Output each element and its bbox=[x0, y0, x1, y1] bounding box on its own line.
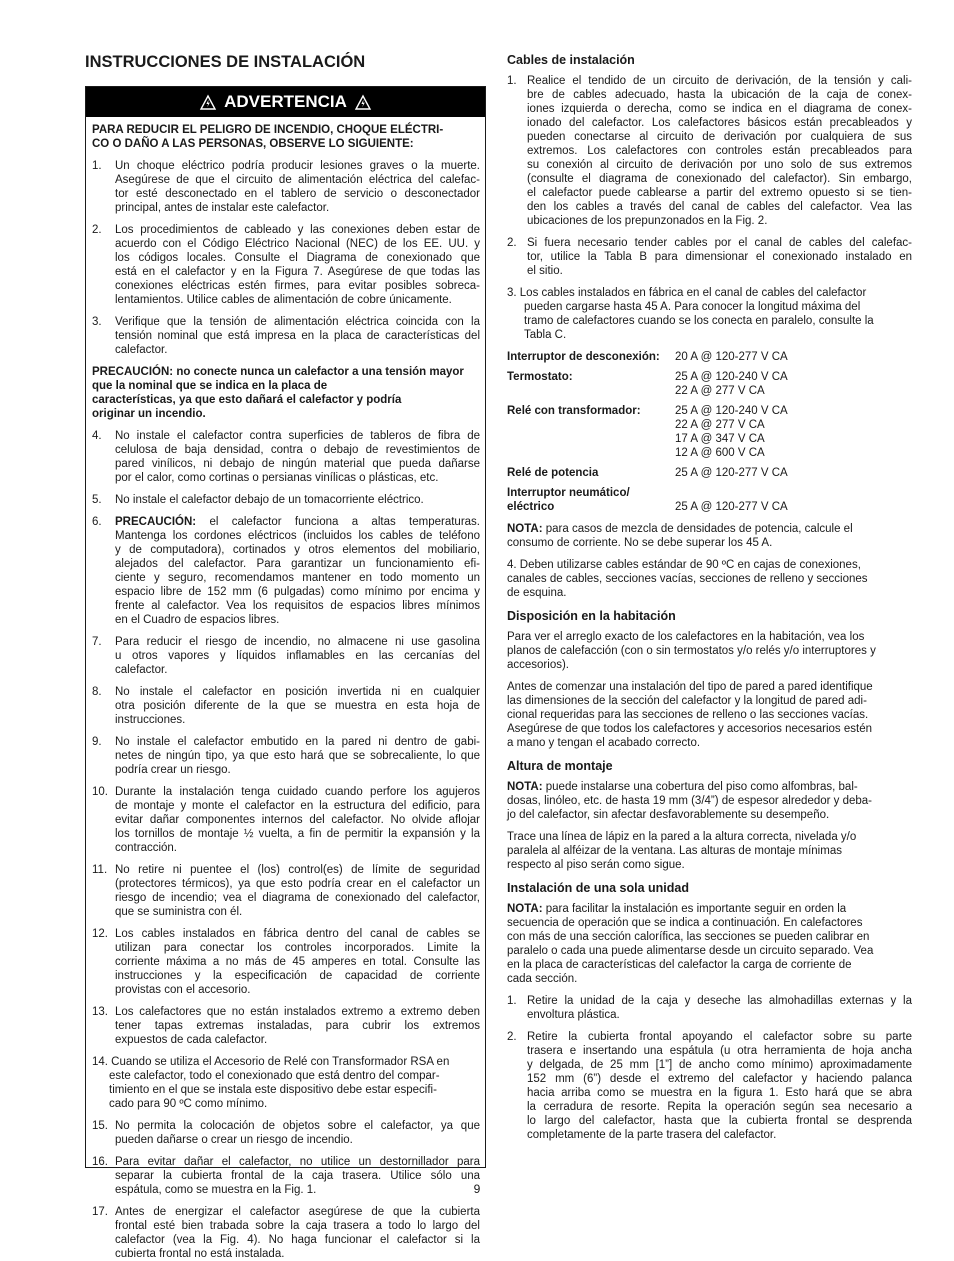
rating-label bbox=[507, 370, 675, 398]
list-item bbox=[92, 785, 480, 855]
text-line: utilizan para conectar los controles incorporados. Limite la bbox=[115, 942, 480, 954]
text-line: iones izquierda o derecha, como se indica en el diagrama de conex- bbox=[527, 103, 912, 115]
list-item bbox=[507, 74, 912, 228]
list-item-text bbox=[527, 1030, 912, 1142]
list-item bbox=[92, 315, 480, 357]
list-item-text bbox=[115, 1005, 480, 1047]
text-line: cado para 90 ºC como mínimo. bbox=[109, 1098, 268, 1110]
warning-triangle-icon bbox=[355, 95, 371, 110]
rating-row bbox=[507, 466, 912, 480]
list-item bbox=[92, 635, 480, 677]
text-line: cional requeridas para las secciones de relleno o las secciones vacías. bbox=[507, 709, 869, 721]
text-line: accesorios). bbox=[507, 659, 569, 671]
list-item bbox=[507, 236, 912, 278]
list-item bbox=[92, 159, 480, 215]
warning-header bbox=[86, 87, 485, 117]
text-line: PRECAUCIÓN: no conecte nunca un calefactor a una tensión mayor bbox=[92, 366, 464, 378]
text-line: pueden conectarse al circuito de derivación por cualquiera de sus bbox=[527, 131, 912, 143]
text-line: Durante la instalación tenga cuidado cuando perfore los agujeros bbox=[115, 786, 480, 798]
text-line: evitar dañar componentes internos del calefactor. No olvide aflojar bbox=[115, 814, 480, 826]
cables-item-4 bbox=[507, 558, 912, 600]
text-line: está en el calefactor y en la Figura 7. Asegúrese de que todas las bbox=[115, 266, 480, 278]
list-item-text bbox=[115, 685, 480, 727]
text-line: principal, antes de instalar este calefactor. bbox=[115, 202, 330, 214]
text-line: planos de calefacción (con o sin termostatos y/o relés y/o interruptores y bbox=[507, 645, 876, 657]
text-line: 4. Deben utilizarse cables estándar de 90 ºC en cajas de conexiones, bbox=[507, 559, 861, 571]
text-line: 22 A @ 277 V CA bbox=[675, 385, 765, 397]
list-item-number: 15. bbox=[92, 1120, 108, 1132]
text-line: Un choque eléctrico podría producir lesiones graves o la muerte. bbox=[115, 160, 480, 172]
text-line: Si fuera necesario tender cables por el canal de cables del calefac- bbox=[527, 237, 912, 249]
list-item bbox=[92, 515, 480, 627]
rating-values bbox=[675, 370, 912, 398]
text-line: No instale el calefactor embutido en la pared ni dentro de gabi- bbox=[115, 736, 480, 748]
right-column bbox=[507, 0, 912, 1150]
text-line: podría crear un riesgo. bbox=[115, 764, 231, 776]
text-line: y de computadora), cortinados y otros elementos del mobiliario, bbox=[115, 544, 480, 556]
mounting-note bbox=[507, 780, 912, 822]
text-line: Para reducir el riesgo de incendio, no almacene ni use gasolina bbox=[115, 636, 480, 648]
text-line: Interruptor neumático/ bbox=[507, 487, 630, 499]
list-item-number: 8. bbox=[92, 686, 102, 698]
single-unit-note bbox=[507, 902, 912, 986]
text-line: Trace una línea de lápiz en la pared a la altura correcta, nivelada y/o bbox=[507, 831, 857, 843]
text-line bbox=[115, 515, 480, 529]
list-item-number: 13. bbox=[92, 1006, 108, 1018]
list-item-text bbox=[115, 223, 480, 307]
rating-label bbox=[507, 486, 675, 514]
text-line: 17 A @ 347 V CA bbox=[675, 433, 765, 445]
text-line: Retire la cubierta frontal apoyando el calefactor sobre su parte bbox=[527, 1031, 912, 1043]
text-line: pueden cargarse hasta 45 A. Para conocer la longitud máxima del bbox=[524, 301, 861, 313]
list-item bbox=[507, 1030, 912, 1142]
text-line: expuestos de cada calefactor. bbox=[115, 1034, 268, 1046]
text-line: el sitio. bbox=[527, 265, 563, 277]
text-line: que la nominal que se indica en la placa de bbox=[92, 380, 328, 392]
list-item-text bbox=[115, 1205, 480, 1261]
list-item-text bbox=[115, 927, 480, 997]
text-line: Los calefactores que no están instalados extremo a extremo deben bbox=[115, 1006, 480, 1018]
text-line: 25 A @ 120-277 V CA bbox=[675, 467, 788, 479]
text-line: frente al calefactor. Vea los requisitos de espacios libres mínimos bbox=[115, 600, 480, 612]
text-line: 25 A @ 120-277 V CA bbox=[675, 501, 788, 513]
list-item-text bbox=[527, 74, 912, 228]
text-line: en el Cuadro de espacios libres. bbox=[115, 614, 280, 626]
text-line: originar un incendio. bbox=[92, 408, 206, 420]
warning-list-a bbox=[92, 159, 480, 357]
text-line: extremos. Los calefactores con controles están precableados para bbox=[527, 145, 912, 157]
list-item-number: 5. bbox=[92, 494, 102, 506]
layout-paragraph-2 bbox=[507, 680, 912, 750]
list-item-number: 4. bbox=[92, 430, 102, 442]
list-item-text bbox=[527, 236, 912, 278]
text-line: tor esté desconectado en el tablero de servicio o desconectador bbox=[115, 188, 480, 200]
rating-row bbox=[507, 350, 912, 364]
text-line: trasera e insertando una espátula (u otra herramienta de hoja ancha bbox=[527, 1045, 912, 1057]
warning-box bbox=[85, 86, 486, 1260]
text-line: conexiones eléctricas estén firmes, para evitar posibles sobreca- bbox=[115, 280, 480, 292]
text-line: netes de ningún tipo, ya que esto hará que se sobrecaliente, lo que bbox=[115, 750, 480, 762]
text-line: riesgo de incendio; vea el diagrama de conexionado del calefactor, bbox=[115, 892, 480, 904]
rating-values bbox=[675, 350, 912, 364]
text-line: provistas con el accesorio. bbox=[115, 984, 251, 996]
text-line: Mantenga los cordones eléctricos (incluidos los cables de teléfono bbox=[115, 530, 480, 542]
text-line: No instale el calefactor contra superficies de tableros de fibra de bbox=[115, 430, 480, 442]
list-item-number: 17. bbox=[92, 1206, 108, 1218]
single-unit-steps bbox=[507, 994, 912, 1142]
list-item-number: 7. bbox=[92, 636, 102, 648]
note-label: NOTA: bbox=[507, 903, 543, 915]
cables-note-first-line: para casos de mezcla de densidades de potencia, calcule el bbox=[542, 523, 853, 535]
cables-note-line: consumo de corriente. No se debe superar los 45 A. bbox=[507, 537, 773, 549]
text-line: lo largo del calefactor, hasta que la cubierta frontal se desprenda bbox=[527, 1115, 912, 1127]
rating-values bbox=[675, 466, 912, 480]
text-line: 22 A @ 277 V CA bbox=[675, 419, 765, 431]
caution-label: PRECAUCIÓN: bbox=[115, 516, 197, 528]
layout-paragraph-1 bbox=[507, 630, 912, 672]
text-line: No instale el calefactor debajo de un tomacorriente eléctrico. bbox=[115, 494, 424, 506]
text-line: Los cables instalados en fábrica dentro del canal de cables se bbox=[115, 928, 480, 940]
list-item-number: 11. bbox=[92, 864, 108, 876]
text-line: Retire la unidad de la caja y deseche las almohadillas externas y la bbox=[527, 995, 912, 1007]
list-item-text bbox=[115, 315, 480, 357]
rating-values bbox=[675, 404, 912, 460]
warning-title: ADVERTENCIA bbox=[224, 92, 347, 111]
text-line: completamente de la parte trasera del calefactor. bbox=[527, 1129, 777, 1141]
list-item bbox=[92, 735, 480, 777]
list-item bbox=[92, 429, 480, 485]
section-heading-mounting: Altura de montaje bbox=[507, 759, 613, 773]
warning-body bbox=[86, 117, 485, 1261]
section-heading-layout: Disposición en la habitación bbox=[507, 609, 676, 623]
text-line: los tornillos de montaje ½ vuelta, a fin de permitir la expansión y la bbox=[115, 828, 480, 840]
text-line: Asegúrese de que todos los calefactores y accesorios necesarios estén bbox=[507, 723, 873, 735]
text-line: acuerdo con el Código Eléctrico Nacional (NEC) de los EE. UU. y bbox=[115, 238, 480, 250]
rating-row bbox=[507, 486, 912, 514]
text-line: den los cables a través del canal de cables del calefactor. Vea las bbox=[527, 201, 912, 213]
text-line: paralela al alféizar de la ventana. Las alturas de montaje mínimas bbox=[507, 845, 842, 857]
single-note-line: secuencia de operación que se indica a continuación. En calefactores bbox=[507, 917, 863, 929]
section-heading-cables: Cables de instalación bbox=[507, 53, 635, 67]
list-item-text bbox=[115, 429, 480, 485]
text-line: Realice el tendido de un circuito de derivación, de la tensión y cali- bbox=[527, 75, 912, 87]
list-item-text bbox=[527, 994, 912, 1022]
text-line: canales de cables, secciones vacías, secciones de relleno y secciones bbox=[507, 573, 868, 585]
list-item-number: 6. bbox=[92, 516, 102, 528]
list-item bbox=[92, 863, 480, 919]
list-item-text bbox=[115, 159, 480, 215]
text-line: 14. Cuando se utiliza el Accesorio de Relé con Transformador RSA en bbox=[92, 1056, 450, 1068]
warning-intro bbox=[92, 123, 480, 151]
single-note-line: con más de una sección calorífica, las secciones se pueden calibrar en bbox=[507, 931, 870, 943]
text-line: calefactor. bbox=[115, 344, 168, 356]
page-number: 9 bbox=[473, 1182, 481, 1196]
text-line: envoltura plástica. bbox=[527, 1009, 620, 1021]
ratings-table bbox=[507, 350, 912, 514]
list-item-number: 3. bbox=[92, 316, 102, 328]
text-line: Verifique que la tensión de alimentación eléctrica coincida con la bbox=[115, 316, 480, 328]
single-note-line: en la placa de características del calefactor la carga de corriente de bbox=[507, 959, 852, 971]
list-item-number: 9. bbox=[92, 736, 102, 748]
warning-list-b bbox=[92, 429, 480, 1047]
text-line: Termostato: bbox=[507, 371, 573, 383]
text-line: las dimensiones de la sección del calefactor y la longitud de pared adi- bbox=[507, 695, 867, 707]
list-item-number: 1. bbox=[507, 995, 517, 1007]
rating-label bbox=[507, 466, 675, 480]
list-item-text bbox=[115, 863, 480, 919]
caution-paragraph bbox=[92, 365, 480, 421]
text-line: de esquina. bbox=[507, 587, 567, 599]
rating-label bbox=[507, 404, 675, 460]
text-line: pared vinílicos, ni debajo de ningún material que pueda dañarse bbox=[115, 458, 480, 470]
text-line: el calefactor puede cablearse a partir del extremo opuesto si se tien- bbox=[527, 187, 912, 199]
text-line: instrucciones y la especificación de capacidad de corriente bbox=[115, 970, 480, 982]
text-line: frontal esté bien trabada sobre la caja trasera a todo lo largo del bbox=[115, 1220, 480, 1232]
list-item bbox=[507, 994, 912, 1022]
text-line: 25 A @ 120-240 V CA bbox=[675, 405, 788, 417]
text-line: calefactor (vea la Fig. 4). No haga funcionar el calefactor si la bbox=[115, 1234, 480, 1246]
text-line: Para ver el arreglo exacto de los calefactores en la habitación, vea los bbox=[507, 631, 865, 643]
list-item-number: 2. bbox=[507, 237, 517, 249]
list-item-number: 1. bbox=[92, 160, 102, 172]
list-item-text bbox=[115, 515, 480, 627]
list-item-number: 10. bbox=[92, 786, 108, 798]
text-line: tener tapas extremas instaladas, para cubrir los extremos bbox=[115, 1020, 480, 1032]
list-item-text bbox=[115, 735, 480, 777]
text-line: por el calor, como cortinas o persianas vinílicas o plásticas, etc. bbox=[115, 472, 439, 484]
text-line bbox=[675, 486, 912, 500]
rating-label bbox=[507, 350, 675, 364]
text-line: otra posición diferente de la que se muestra en esta hoja de bbox=[115, 700, 480, 712]
text-line: cubierta frontal no está instalada. bbox=[115, 1248, 285, 1260]
text-line: Los procedimientos de cableado y las conexiones deben estar de bbox=[115, 224, 480, 236]
note-label: NOTA: bbox=[507, 523, 543, 535]
list-item-text bbox=[115, 1119, 480, 1147]
text-line: separar la cubierta frontal de la caja trasera. Utilice sólo una bbox=[115, 1170, 480, 1182]
text-line: la cerradura de resorte. Repita la operación según sea necesario a bbox=[527, 1101, 912, 1113]
list-item bbox=[92, 1005, 480, 1047]
mounting-note-line: jo del calefactor, sin afectar desfavorablemente su desempeño. bbox=[507, 809, 830, 821]
text-line: bre de cables adecuado, hasta la ubicación de la caja de conex- bbox=[527, 89, 912, 101]
text-line: lentamientos. Utilice cables de alimentación de cobre únicamente. bbox=[115, 294, 452, 306]
text-line: alejados del calefactor. Para garantizar un funcionamiento efi- bbox=[115, 558, 480, 570]
text-line: tramo de calefactores cuando se los conecta en paralelo, consulte la bbox=[524, 315, 874, 327]
text-line: que se suministra con él. bbox=[115, 906, 243, 918]
text-line: 3. Los cables instalados en fábrica en el canal de cables del calefactor bbox=[507, 287, 867, 299]
text-line: y delgada, de 25 mm [1”] de ancho como mínimo) aproximadamente bbox=[527, 1059, 912, 1071]
text-line: su conexión al circuito de derivación por uno solo de sus extremos bbox=[527, 159, 912, 171]
mounting-note-line: dosas, linóleo, etc. de hasta 19 mm (3/4”) de espesor alrededor y deba- bbox=[507, 795, 873, 807]
text-line: u otros vapores y líquidos inflamables en las cercanías del bbox=[115, 650, 480, 662]
text-line: eléctrico bbox=[507, 501, 555, 513]
list-item bbox=[92, 1205, 480, 1261]
text-line: PARA REDUCIR EL PELIGRO DE INCENDIO, CHOQUE ELÉCTRI- bbox=[92, 124, 444, 136]
text-line: (protectores térmicos), ya que esto podría crear en el calefactor un bbox=[115, 878, 480, 890]
text-line: corriente máxima a no más de 45 amperes en total. Consulte las bbox=[115, 956, 480, 968]
text-line: Interruptor de desconexión: bbox=[507, 351, 660, 363]
text-line: Para evitar dañar el calefactor, no utilice un destornillador para bbox=[115, 1156, 480, 1168]
warning-item-14 bbox=[92, 1055, 480, 1111]
text-line: ubicaciones de los prepunzonados en la Fig. 2. bbox=[527, 215, 768, 227]
text-line: características, ya que esto dañará el calefactor y podría bbox=[92, 394, 402, 406]
text-line: espacio libre de 152 mm (6 pulgadas) como mínimo por encima y bbox=[115, 586, 480, 598]
text-line: 20 A @ 120-277 V CA bbox=[675, 351, 788, 363]
list-item-text bbox=[115, 785, 480, 855]
text-line: ciente y seguro, recomendamos mantener en todo momento un bbox=[115, 572, 480, 584]
text-line: Antes de comenzar una instalación del tipo de pared a pared identifique bbox=[507, 681, 873, 693]
list-item-number: 2. bbox=[92, 224, 102, 236]
text-line: 25 A @ 120-240 V CA bbox=[675, 371, 788, 383]
cables-list bbox=[507, 74, 912, 278]
text-line: Relé de potencia bbox=[507, 467, 599, 479]
rating-row bbox=[507, 370, 912, 398]
text-line: 12 A @ 600 V CA bbox=[675, 447, 765, 459]
text-line: 152 mm (6”) desde el extremo del calefactor y haciendo palanca bbox=[527, 1073, 912, 1085]
text-line: celulosa de baja densidad, contra o debajo de revestimientos de bbox=[115, 444, 480, 456]
mounting-paragraph bbox=[507, 830, 912, 872]
list-item bbox=[92, 685, 480, 727]
caution-text: el calefactor funciona a altas temperaturas. bbox=[196, 516, 480, 528]
text-line: CO O DAÑO A LAS PERSONAS, OBSERVE LO SIGUIENTE: bbox=[92, 138, 414, 150]
text-line: este calefactor, todo el conexionado que está dentro del compar- bbox=[109, 1070, 440, 1082]
list-item bbox=[92, 493, 480, 507]
text-line: los códigos locales. Consulte el Diagrama de conexionado que bbox=[115, 252, 480, 264]
section-heading-single-unit: Instalación de una sola unidad bbox=[507, 881, 689, 895]
cables-note bbox=[507, 522, 912, 550]
single-note-first-line: para facilitar la instalación es importante seguir en orden la bbox=[542, 903, 847, 915]
cables-item-3 bbox=[507, 286, 912, 342]
text-line: No permita la colocación de objetos sobre el calefactor, ya que bbox=[115, 1120, 480, 1132]
text-line: No instale el calefactor en posición invertida ni en cualquier bbox=[115, 686, 480, 698]
rating-row bbox=[507, 404, 912, 460]
text-line: instrucciones. bbox=[115, 714, 186, 726]
warning-triangle-icon bbox=[200, 95, 216, 110]
text-line: de montaje y monte el calefactor en la estructura del edificio, para bbox=[115, 800, 480, 812]
text-line: Asegúrese de que el circuito de alimentación eléctrica del calefac- bbox=[115, 174, 480, 186]
list-item bbox=[92, 223, 480, 307]
text-line: No retire ni puentee el (los) control(es) de límite de seguridad bbox=[115, 864, 480, 876]
list-item bbox=[92, 1119, 480, 1147]
mounting-note-first-line: puede instalarse una cobertura del piso como alfombras, bal- bbox=[542, 781, 858, 793]
text-line: ionado del calefactor. Los calefactores básicos están precableados y bbox=[527, 117, 912, 129]
text-line: tor, utilice la Tabla B para dimensionar el conexionado instalado en bbox=[527, 251, 912, 263]
text-line: Antes de energizar el calefactor asegúrese de que la cubierta bbox=[115, 1206, 480, 1218]
text-line: contracción. bbox=[115, 842, 178, 854]
text-line: Relé con transformador: bbox=[507, 405, 641, 417]
single-note-line: cada sección. bbox=[507, 973, 578, 985]
text-line: tensión nominal que está impresa en la placa de características del bbox=[115, 330, 480, 342]
text-line: espátula, como se muestra en la Fig. 1. bbox=[115, 1184, 317, 1196]
single-note-line: paralelo o cada una puede alimentarse desde un circuito separado. Vea bbox=[507, 945, 874, 957]
text-line: Tabla C. bbox=[524, 329, 567, 341]
page-title: INSTRUCCIONES DE INSTALACIÓN bbox=[85, 53, 366, 71]
list-item-text bbox=[115, 635, 480, 677]
list-item-number: 16. bbox=[92, 1156, 108, 1168]
text-line: a mano y tengan el acabado correcto. bbox=[507, 737, 701, 749]
text-line: timiento en el que se instala este dispositivo debe estar especifi- bbox=[109, 1084, 437, 1096]
list-item-number: 2. bbox=[507, 1031, 517, 1043]
rating-values bbox=[675, 486, 912, 514]
list-item bbox=[92, 927, 480, 997]
list-item-number: 12. bbox=[92, 928, 108, 940]
text-line: hacia arriba como se muestra en la figura 1. Esto hará que se abra bbox=[527, 1087, 912, 1099]
list-item-text bbox=[115, 493, 480, 507]
note-label: NOTA: bbox=[507, 781, 543, 793]
text-line: respecto al piso serán como sigue. bbox=[507, 859, 685, 871]
list-item-number: 1. bbox=[507, 75, 517, 87]
text-line: calefactor. bbox=[115, 664, 168, 676]
text-line: (consulte el diagrama de conexionado del calefactor). Sin embargo, bbox=[527, 173, 912, 185]
text-line: pueden dañarse o crear un riesgo de incendio. bbox=[115, 1134, 353, 1146]
